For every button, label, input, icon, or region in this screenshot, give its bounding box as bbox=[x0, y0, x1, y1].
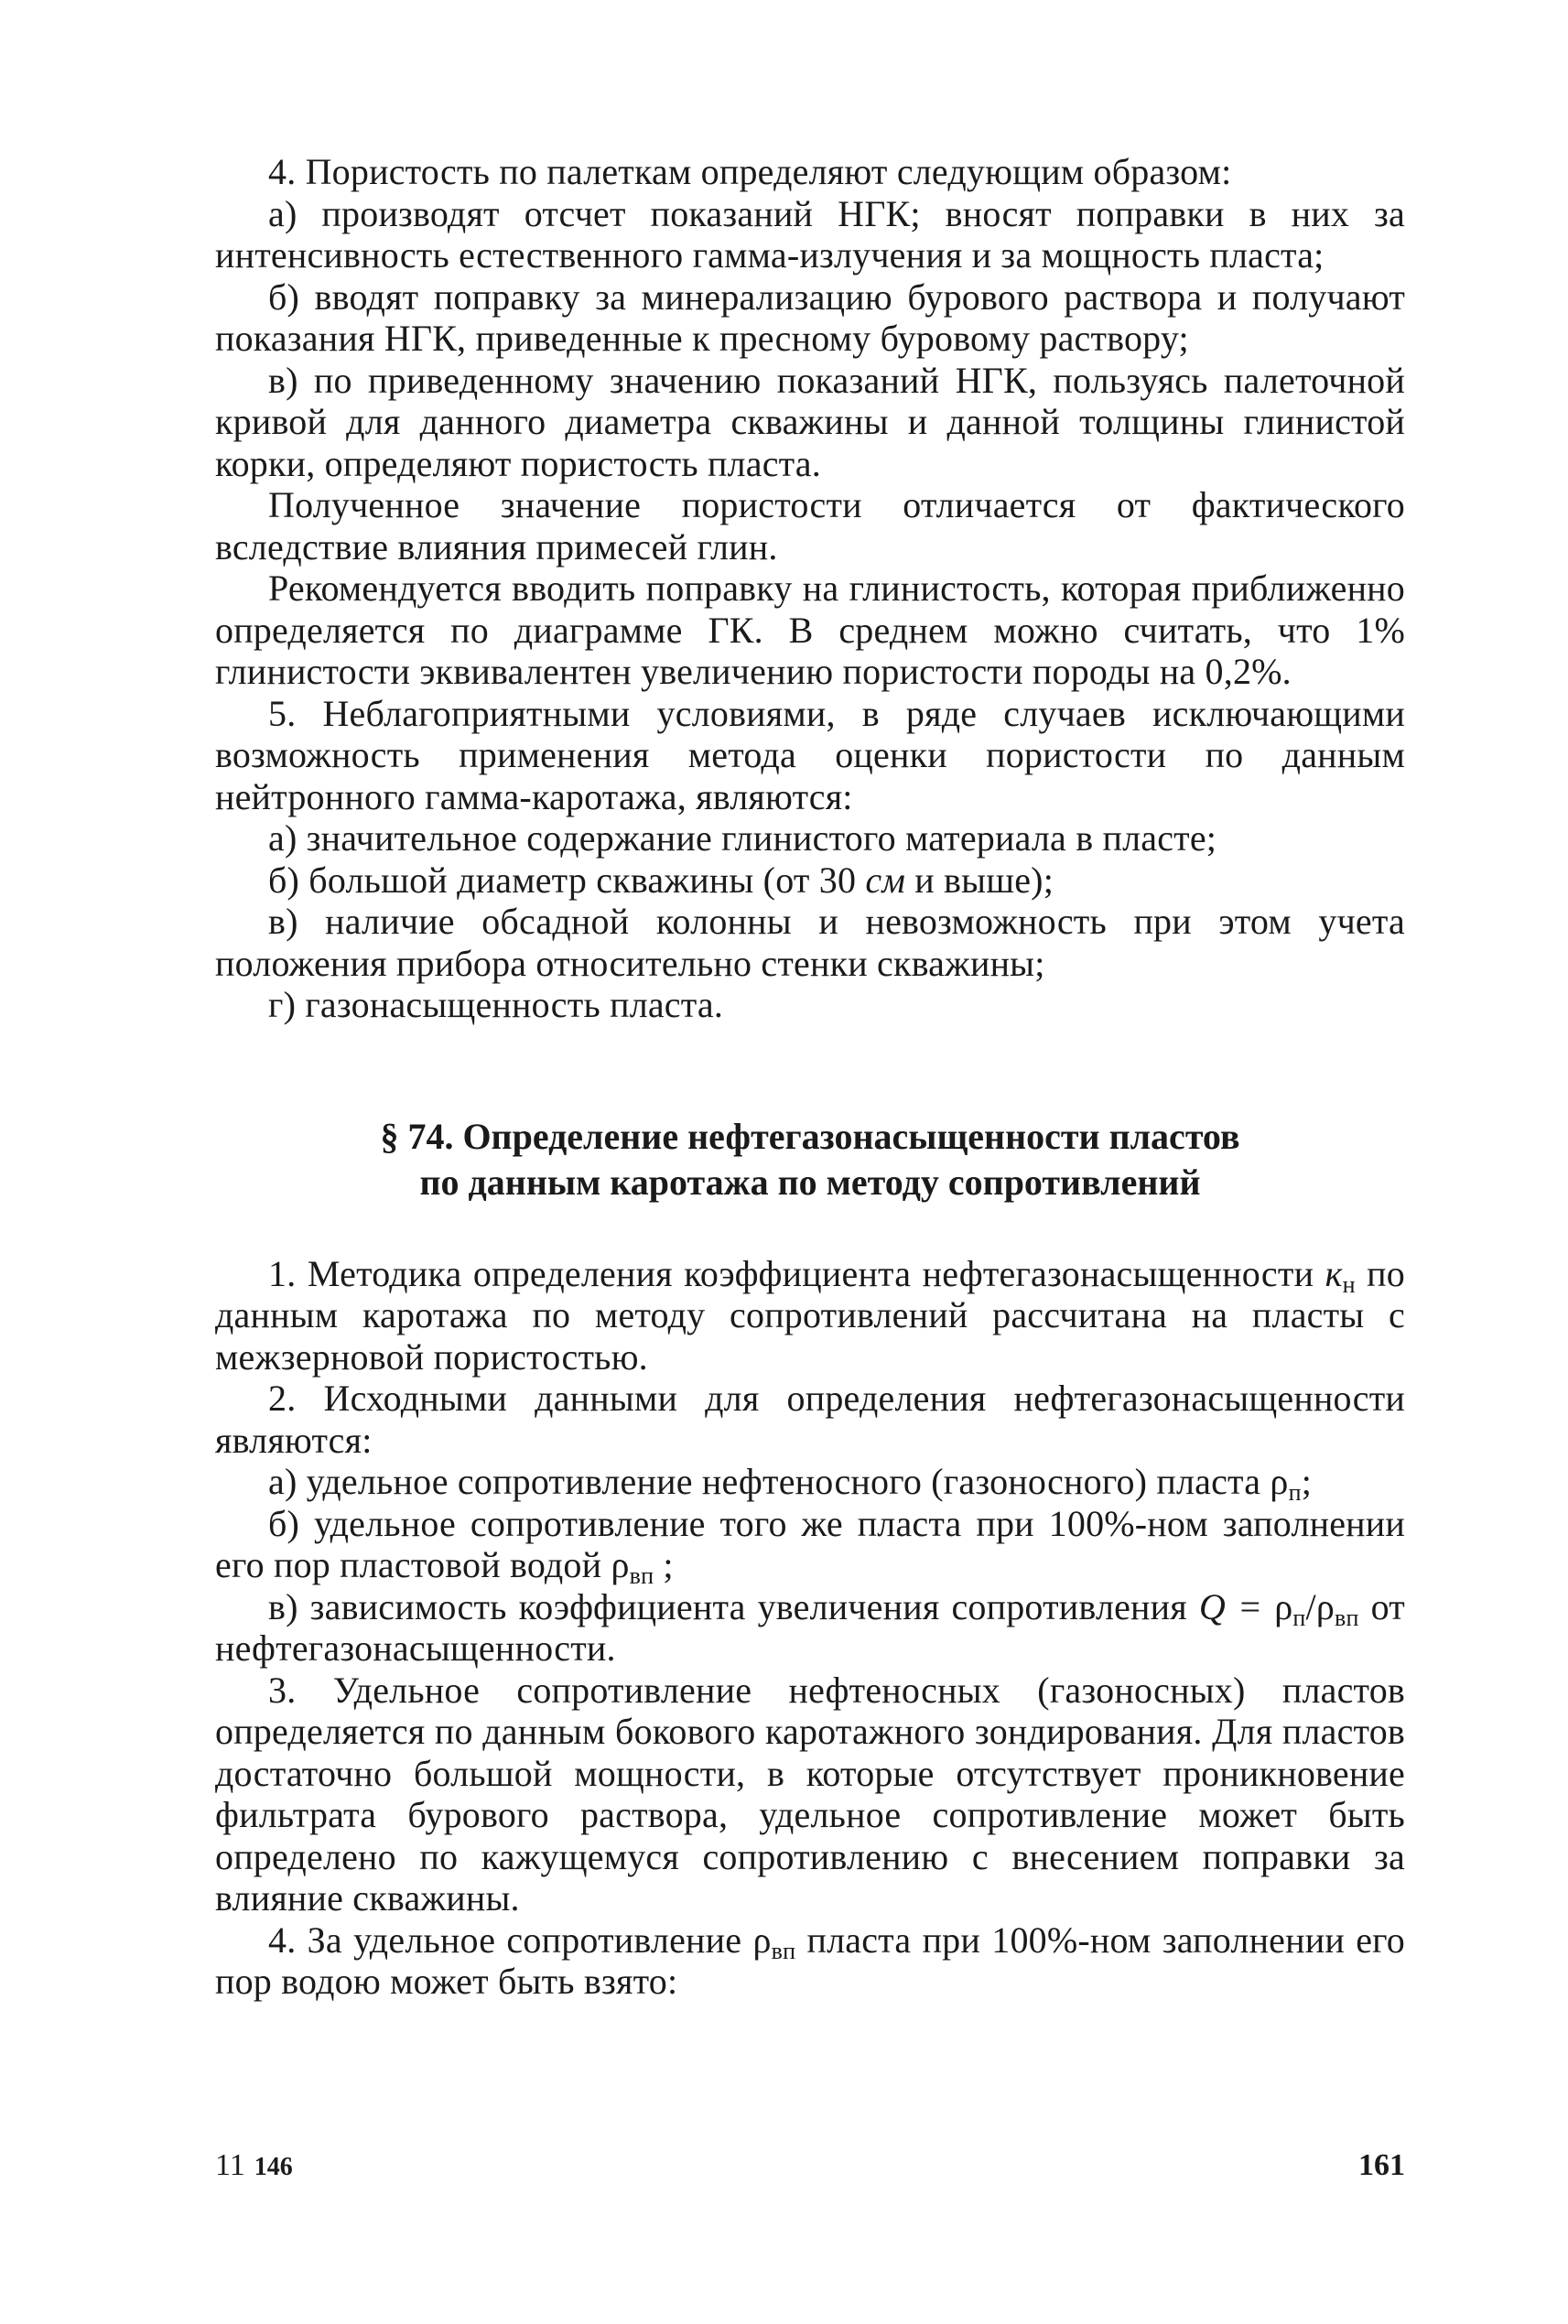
symbol-rho: ρ bbox=[1274, 1585, 1293, 1627]
item-5-b bbox=[215, 859, 1405, 902]
s74-item-1 bbox=[215, 1253, 1405, 1378]
section-spacer-bottom bbox=[215, 1205, 1405, 1253]
symbol-rho: ρ bbox=[1315, 1585, 1336, 1627]
item-4-v: в) по приведенному значению показаний НГК, пользуясь палеточной кривой для данного диаметра скважины и данной толщины глинистой корки, определяют пористость пласта. bbox=[215, 359, 1405, 484]
unit-cm: см bbox=[865, 859, 906, 901]
s74-item-2-b-tail: ; bbox=[654, 1544, 674, 1585]
s74-item-2-intro: 2. Исходными данными для определения нефтегазонасыщенности являются: bbox=[215, 1378, 1405, 1461]
item-5-g: г) газонасыщенность пласта. bbox=[268, 984, 724, 1025]
symbol-rho-subscript: п bbox=[1288, 1479, 1302, 1506]
item-5-intro: 5. Неблагоприятными условиями, в ряде случаев исключающими возможность применения метода оценки пористости по данным нейтронного гамма-каротажа, являются: bbox=[215, 692, 1405, 817]
s74-item-3: 3. Удельное сопротивление нефтеносных (газоносных) пластов определяется по данным бокового каротажного зондирования. Для пластов достаточно большой мощности, в которые отсутствует проникновение фильтрата бурового раствора, удельное сопротивление может быть определено по кажущемуся сопротивлению с внесением поправки за влияние скважины. bbox=[215, 1669, 1405, 1919]
symbol-k: к bbox=[1325, 1252, 1343, 1294]
page-footer bbox=[215, 2148, 1405, 2185]
printer-signature bbox=[215, 2148, 293, 2183]
item-5-b-text: б) большой диаметр скважины (от 30 bbox=[268, 859, 866, 901]
paragraph-clay-correction: Рекомендуется вводить поправку на глинистость, которая приближенно определяется по диаграмме ГК. В среднем можно считать, что 1% глинистости эквивалентен увеличению пористости породы на 0,2%. bbox=[215, 567, 1405, 692]
s74-item-2-v-text: в) зависимость коэффициента увеличения сопротивления bbox=[268, 1585, 1199, 1627]
section-heading-line-2: по данным каротажа по методу сопротивлений bbox=[419, 1161, 1201, 1203]
symbol-rho-subscript: вп bbox=[771, 1937, 796, 1964]
formula-q: Q = bbox=[1198, 1585, 1275, 1627]
text-column bbox=[215, 151, 1405, 2003]
item-4-intro: 4. Пористость по палеткам определяют следующим образом: bbox=[268, 151, 1232, 192]
s74-item-2-a bbox=[215, 1461, 1405, 1506]
s74-item-1-tail: по данным каротажа по методу сопротивлений рассчитана на пласты с межзерновой пористостью. bbox=[215, 1252, 1405, 1378]
s74-item-2-b bbox=[215, 1502, 1405, 1589]
symbol-rho-subscript: вп bbox=[1335, 1604, 1359, 1631]
item-5-a: а) значительное содержание глинистого материала в пласте; bbox=[268, 817, 1217, 859]
item-5-v: в) наличие обсадной колонны и невозможность при этом учета положения прибора относительно стенки скважины; bbox=[215, 901, 1405, 984]
symbol-rho: ρ bbox=[611, 1544, 630, 1585]
s74-item-2-b-text: б) удельное сопротивление того же пласта при 100%-ном заполнении его пор пластовой водой bbox=[215, 1502, 1405, 1585]
s74-item-2-v-tail: от нефтегазонасыщенности. bbox=[215, 1585, 1405, 1669]
signature-order-number: 146 bbox=[254, 2153, 293, 2181]
s74-item-2-a-text: а) удельное сопротивление нефтеносного (газоносного) пласта bbox=[268, 1461, 1271, 1502]
formula-slash: / bbox=[1305, 1585, 1316, 1627]
symbol-rho: ρ bbox=[1270, 1461, 1289, 1502]
s74-item-1-text: 1. Методика определения коэффициента нефтегазонасыщенности bbox=[268, 1252, 1325, 1294]
page-number: 161 bbox=[1358, 2148, 1405, 2182]
s74-item-4-tail: пласта при 100%-ном заполнении его пор водою может быть взято: bbox=[215, 1919, 1405, 2002]
signature-number: 11 bbox=[215, 2148, 245, 2182]
paragraph-porosity-note: Полученное значение пористости отличается от фактического вследствие влияния примесей глин. bbox=[215, 484, 1405, 567]
s74-item-4-text: 4. За удельное сопротивление bbox=[268, 1919, 753, 1961]
item-5-b-tail: и выше); bbox=[905, 859, 1054, 901]
section-heading-line-1: § 74. Определение нефтегазонасыщенности пластов bbox=[380, 1115, 1240, 1157]
symbol-rho: ρ bbox=[752, 1919, 772, 1961]
item-4-b: б) вводят поправку за минерализацию бурового раствора и получают показания НГК, приведенные к пресному буровому раствору; bbox=[215, 276, 1405, 359]
s74-item-2-a-tail: ; bbox=[1301, 1461, 1313, 1502]
s74-item-2-v bbox=[215, 1586, 1405, 1670]
symbol-rho-subscript: п bbox=[1292, 1604, 1306, 1631]
s74-item-4 bbox=[215, 1919, 1405, 2003]
symbol-rho-subscript: вп bbox=[629, 1562, 654, 1589]
item-4-a: а) производят отсчет показаний НГК; вносят поправки в них за интенсивность естественного гамма-излучения и за мощность пласта; bbox=[215, 192, 1405, 276]
section-spacer-top bbox=[215, 1026, 1405, 1114]
symbol-k-subscript: н bbox=[1342, 1270, 1356, 1298]
